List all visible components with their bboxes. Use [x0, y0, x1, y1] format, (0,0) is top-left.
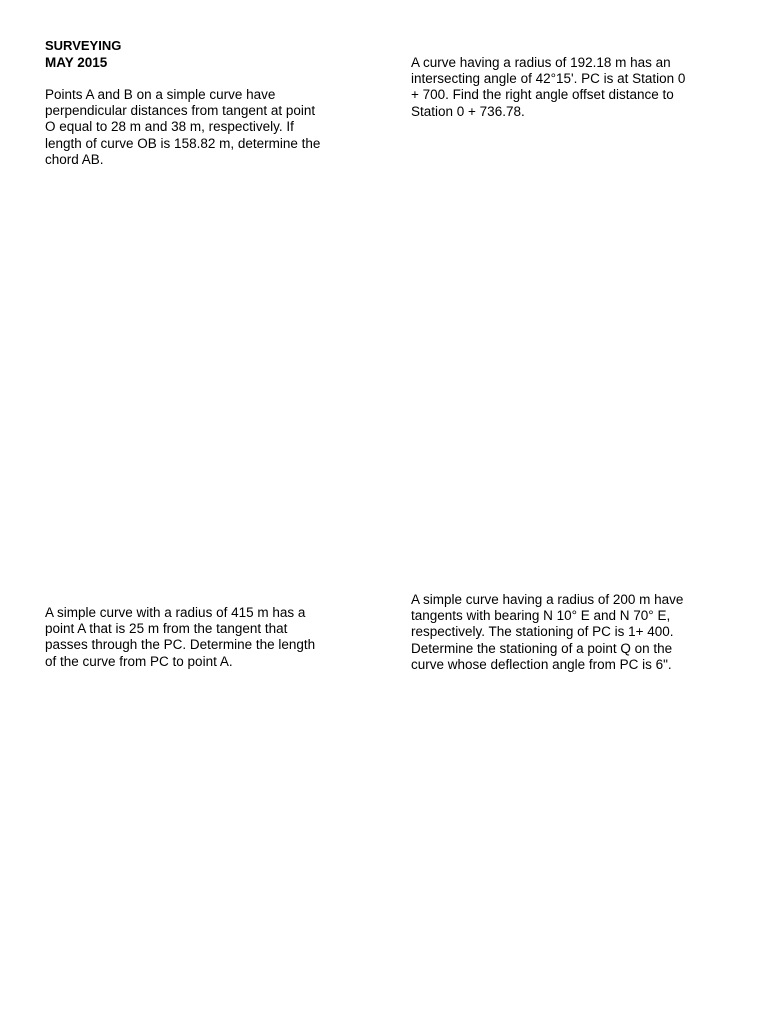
problem-1: [45, 87, 320, 168]
problem-1-line: length of curve OB is 158.82 m, determine the: [45, 135, 321, 151]
problem-2-line: A curve having a radius of 192.18 m has an: [411, 55, 671, 70]
subject-heading: [45, 38, 121, 54]
problem-4-line: Determine the stationing of a point Q on the: [411, 640, 673, 656]
problem-3-line: passes through the PC. Determine the length: [45, 637, 316, 653]
date-heading: [45, 55, 107, 71]
exam-date: MAY 2015: [45, 55, 108, 70]
problem-3-line: point A that is 25 m from the tangent that: [45, 621, 288, 637]
problem-3-line: of the curve from PC to point A.: [45, 653, 233, 669]
problem-1-line: chord AB.: [45, 151, 104, 167]
problem-2-line: Station 0 + 736.78.: [411, 103, 525, 119]
problem-4-line: curve whose deflection angle from PC is 6".: [411, 656, 672, 672]
problem-1-line: O equal to 28 m and 38 m, respectively. If: [45, 119, 294, 135]
subject-title: SURVEYING: [45, 38, 122, 53]
problem-2: [411, 55, 685, 120]
problem-4-line: A simple curve having a radius of 200 m have: [411, 592, 684, 607]
problem-2-line: + 700. Find the right angle offset distance to: [411, 87, 674, 103]
problem-3-line: A simple curve with a radius of 415 m has a: [45, 605, 306, 620]
problem-4-line: respectively. The stationing of PC is 1+ 400.: [411, 624, 674, 640]
problem-2-line: intersecting angle of 42°15'. PC is at Station 0: [411, 71, 686, 87]
problem-1-line: perpendicular distances from tangent at point: [45, 103, 316, 119]
problem-1-line: Points A and B on a simple curve have: [45, 87, 276, 102]
problem-4: [411, 592, 683, 673]
problem-3: [45, 605, 315, 670]
problem-4-line: tangents with bearing N 10° E and N 70° E,: [411, 608, 671, 624]
